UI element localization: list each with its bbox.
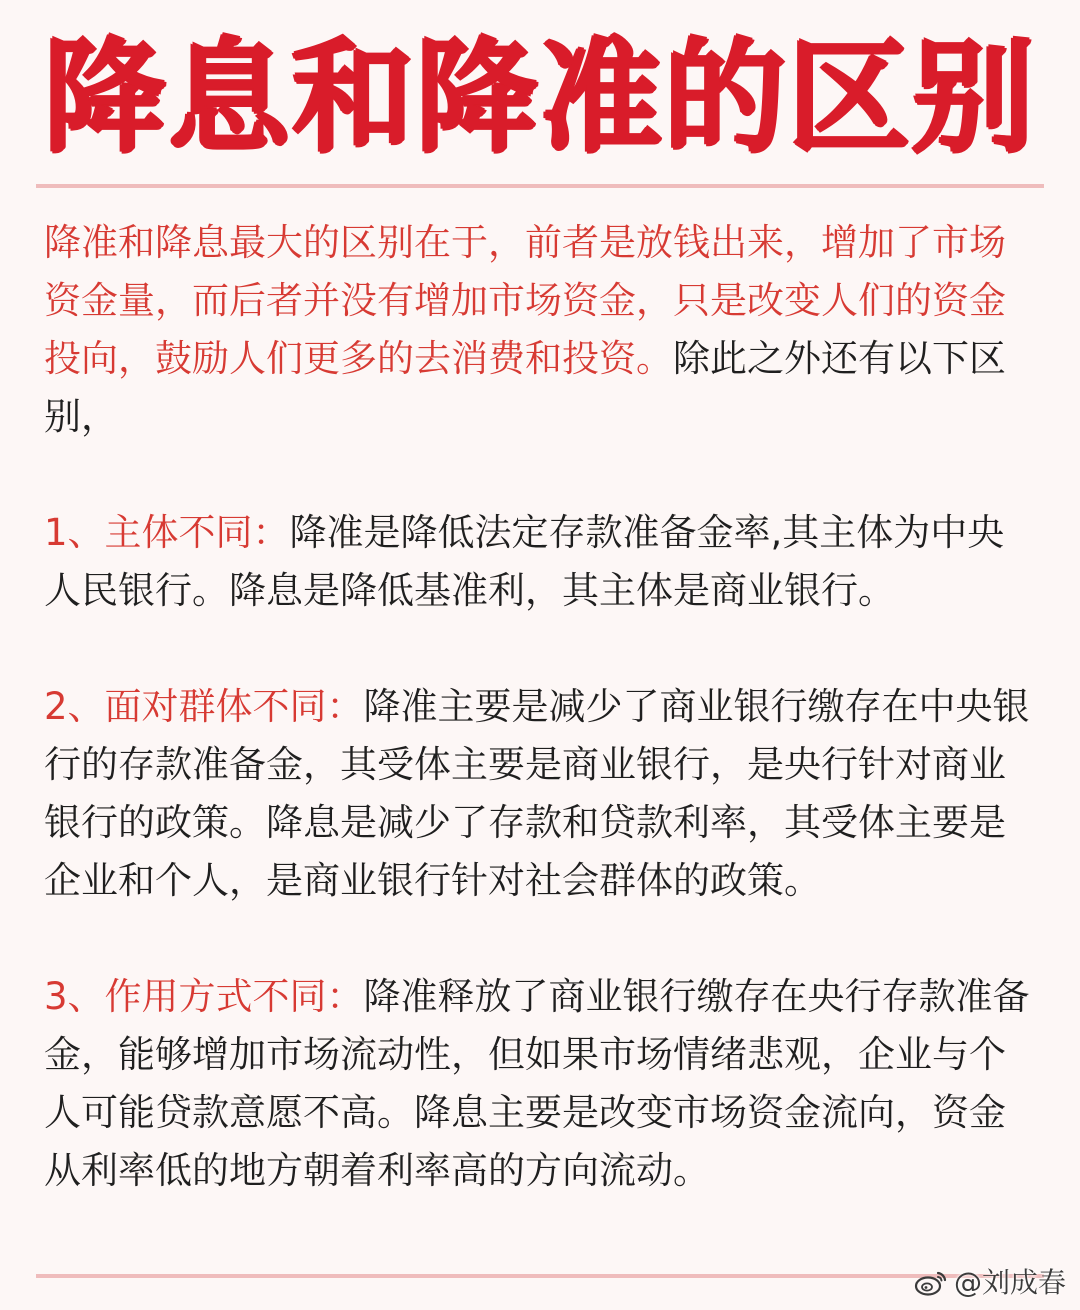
point-2-body: 降准主要是减少了商业银行缴存在中央银行的存款准备金，其受体主要是商业银行，是央行针对商业银行的政策。降息是减少了存款和贷款利率，其受体主要是企业和个人，是商业银行针对社会群体的政策。 (44, 685, 1030, 902)
point-3 (44, 968, 1036, 1200)
intro-paragraph (44, 214, 1036, 446)
watermark (914, 1266, 1066, 1300)
point-1 (44, 504, 1036, 620)
point-1-heading: 1、主体不同： (44, 511, 290, 554)
point-2-heading: 2、面对群体不同： (44, 685, 364, 728)
page-title: 降息和降准的区别 (44, 27, 1036, 169)
intro-plain: 除此之外还有以下区别， (44, 337, 1006, 438)
point-3-heading: 3、作用方式不同： (44, 975, 364, 1018)
point-1-body: 降准是降低法定存款准备金率,其主体为中央人民银行。降息是降低基准利，其主体是商业银行。 (44, 511, 1005, 612)
point-3-body: 降准释放了商业银行缴存在央行存款准备金，能够增加市场流动性，但如果市场情绪悲观，企业与个人可能贷款意愿不高。降息主要是改变市场资金流向，资金从利率低的地方朝着利率高的方向流动。 (44, 975, 1030, 1192)
top-divider (36, 184, 1044, 188)
intro-highlight: 降准和降息最大的区别在于，前者是放钱出来，增加了市场资金量，而后者并没有增加市场资金，只是改变人们的资金投向，鼓励人们更多的去消费和投资。 (44, 221, 1006, 380)
point-2 (44, 678, 1036, 910)
watermark-text: @刘成春 (953, 1266, 1066, 1299)
weibo-icon (914, 1269, 948, 1297)
article-body (44, 214, 1036, 1200)
bottom-divider (36, 1274, 1044, 1278)
